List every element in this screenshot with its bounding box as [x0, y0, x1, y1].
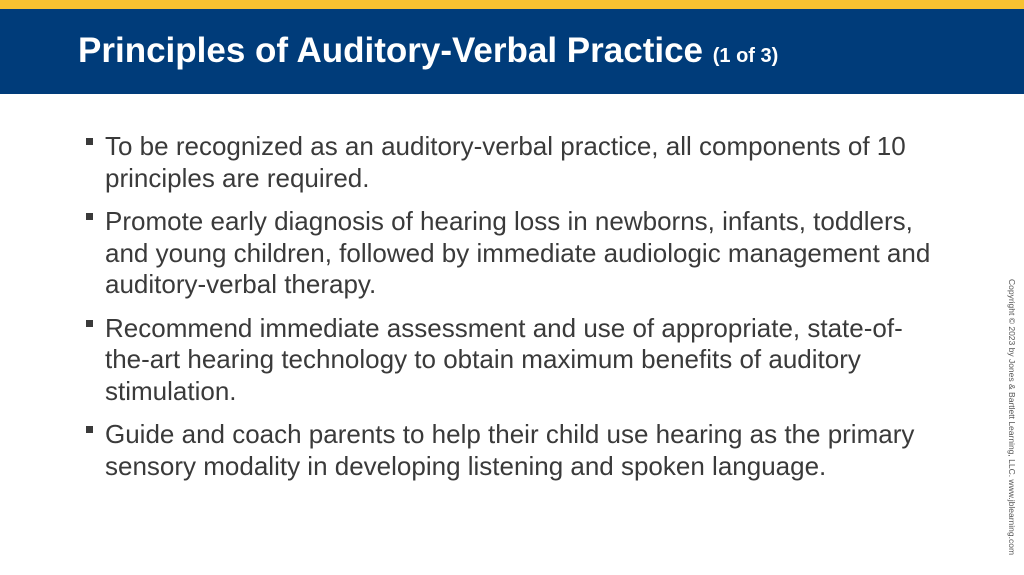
bullet-text: To be recognized as an auditory-verbal practice, all components of 10 principles are required. — [105, 131, 906, 193]
bullet-text: Guide and coach parents to help their child use hearing as the primary sensory modality in developing listening and spoken language. — [105, 419, 915, 481]
bullet-item — [86, 419, 936, 482]
copyright-text: Copyright © 2023 by Jones & Bartlett Learning, LLC. www.jblearning.com — [1007, 278, 1017, 556]
bullet-item — [86, 313, 936, 408]
slide-part-indicator: (1 of 3) — [712, 45, 779, 67]
slide-title — [78, 30, 778, 77]
bullet-text: Recommend immediate assessment and use of appropriate, state-of-the-art hearing technology to obtain maximum benefits of auditory stimulation. — [105, 312, 903, 406]
bullet-text: Promote early diagnosis of hearing loss in newborns, infants, toddlers, and young children, followed by immediate audiologic management and auditory-verbal therapy. — [105, 206, 931, 299]
square-bullet-icon — [86, 138, 93, 145]
slide-title-text: Principles of Auditory-Verbal Practice — [78, 31, 704, 70]
accent-stripe — [0, 0, 1024, 9]
square-bullet-icon — [86, 213, 93, 220]
bullet-item — [86, 206, 936, 301]
bullet-list — [86, 131, 936, 494]
square-bullet-icon — [86, 320, 93, 327]
bullet-item — [86, 131, 936, 194]
square-bullet-icon — [86, 426, 93, 433]
